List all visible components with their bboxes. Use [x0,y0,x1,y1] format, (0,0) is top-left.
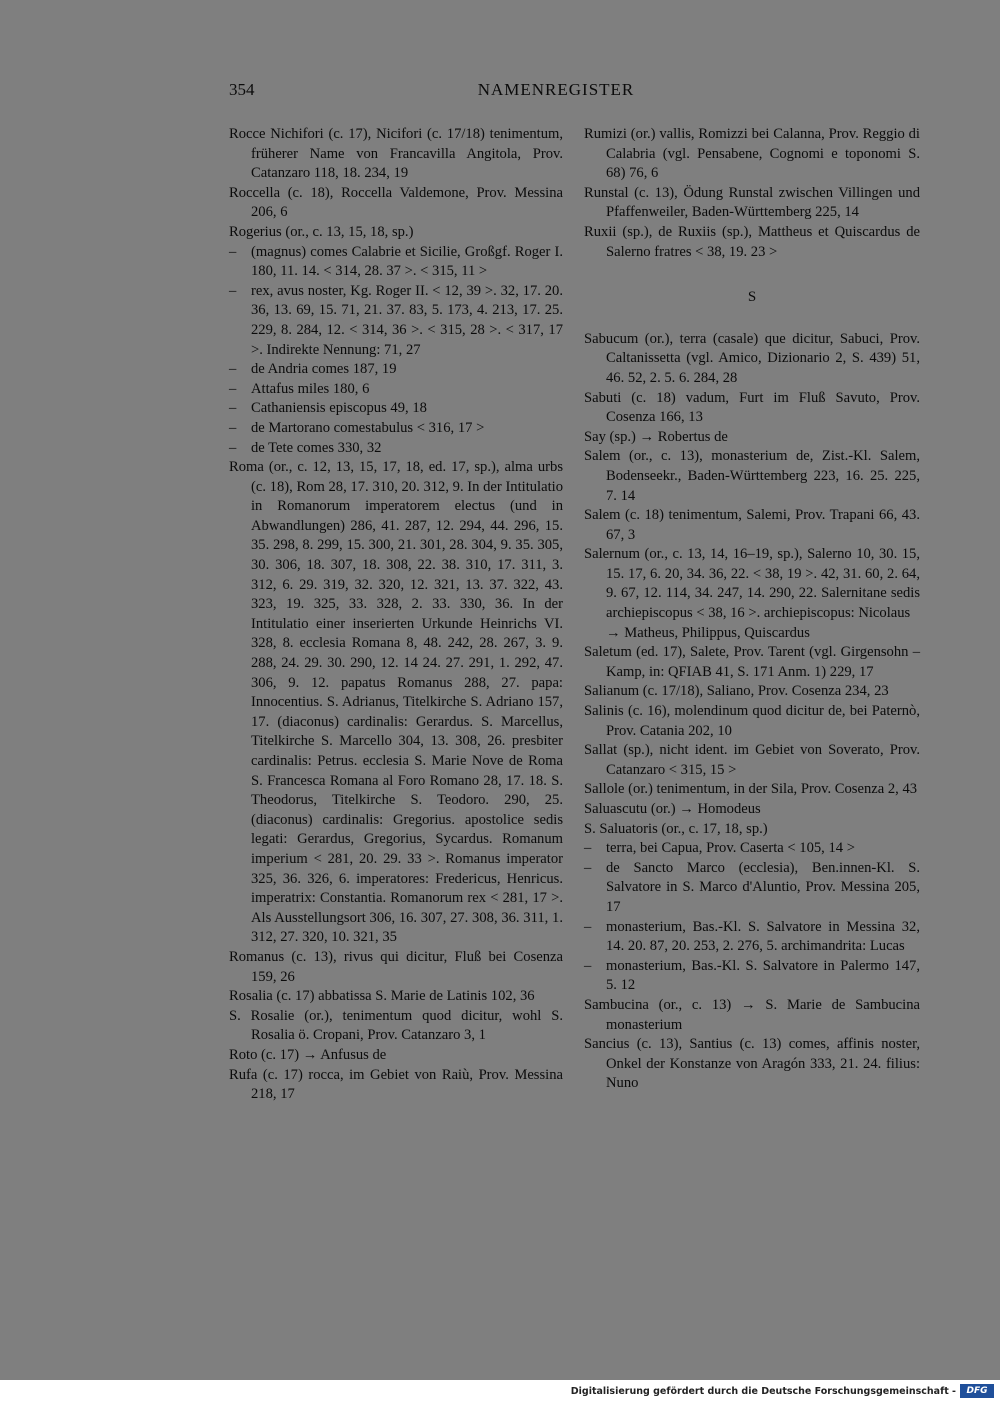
index-entry: → Matheus, Philippus, Quiscardus [606,624,810,641]
index-entry: Rogerius (or., c. 13, 15, 18, sp.) [229,223,414,240]
index-entry: Sabucum (or.), terra (casale) que dicitur, Sabuci, Prov. Caltanissetta (vgl. Amico, Dizionario 2, S. 439) 51, 46. 52, 2. 5. 6. 284, 28 [584,330,920,386]
index-subentry: – Cathaniensis episcopus 49, 18 [229,399,563,419]
index-entry: Sallole (or.) tenimentum, in der Sila, Prov. Cosenza 2, 43 [584,781,918,798]
index-entry: Sallat (sp.), nicht ident. im Gebiet von Soverato, Prov. Catanzaro < 315, 15 > [584,742,920,778]
index-entry: Saluascutu (or.) → Homodeus [584,801,761,817]
left-column [229,125,563,1105]
page-header [0,80,1000,102]
index-entry: Ruxii (sp.), de Ruxiis (sp.), Mattheus et Quiscardus de Salerno fratres < 38, 19. 23 > [584,223,920,260]
index-subentry: – rex, avus noster, Kg. Roger II. < 12, 39 >. 32, 17. 20. 36, 13. 69, 15. 71, 21. 37. 83, 5. 173, 4. 213, 17. 25. 229, 8. 284, 12. < 314, 36 >. < 315, 28 >. < 317, 17 >. Indirekte Nennung: 71, 27 [229,282,563,360]
index-subentry: – de Tete comes 330, 32 [229,439,563,459]
index-subentry: – de Andria comes 187, 19 [229,360,563,380]
index-entry: Rufa (c. 17) rocca, im Gebiet von Raiù, Prov. Messina 218, 17 [229,1066,563,1103]
index-entry: Romanus (c. 13), rivus qui dicitur, Fluß bei Cosenza 159, 26 [229,948,563,985]
footer-credit: Digitalisierung gefördert durch die Deutsche Forschungsgemeinschaft - [570,1386,956,1397]
index-entry: Salinis (c. 16), molendinum quod dicitur de, bei Paternò, Prov. Catania 202, 10 [584,703,920,739]
index-entry: Roma (or., c. 12, 13, 15, 17, 18, ed. 17, sp.), alma urbs (c. 18), Rom 28, 17. 310, 20. 312, 9. In der Intitulatio in Romanorum imperatorem electus (und in Abwandlungen) 286, 41. 287, 12. 294, 44. 296, 15. 35. 298, 8. 299, 15. 300, 21. 301, 28. 304, 9. 35. 305, 30. 306, 18. 307, 18. 308, 22. 38. 310, 17. 311, 3. 312, 6. 29. 319, 32. 320, 12. 321, 13. 37. 322, 43. 323, 19. 325, 33. 328, 2. 33. 330, 36. In der Intitulatio einer inserierten Urkunde Heinrichs VI. 328, 8. ecclesia Romana 8, 48. 242, 28. 267, 3. 9. 288, 24. 29. 30. 290, 12. 14 24. 27. 291, 1. 292, 47. 306, 9. 12. papatus Romanus 288, 27. papa: Innocentius. S. Adrianus, Titelkirche S. Adriano 157, 17. (diaconus) cardinalis: Gerardus. S. Marcellus, Titelkirche S. Marcello 304, 13. 308, 26. presbiter cardinalis: Petrus. ecclesia S. Marie Nove de Roma S. Francesca Romana al Foro Romano 28, 17. 18. S. Theodorus, Titelkirche S. Teodoro. 290, 25. (diaconus) cardinalis: Gregorius. apostolice sedis legati: Gerardus, Gregorius, Sycardus. Romanum imperium < 281, 20. 29. 33 >. Romanus imperator 325, 36. 326, 6. imperatores: Fredericus, Henricus. imperatrix: Constantia. Romanorum rex < 281, 17 >. Als Ausstellungsort 306, 16. 307, 27. 308, 36. 311, 1. 312, 27. 320, 10. 321, 35 [229,459,563,946]
index-subentry: – monasterium, Bas.-Kl. S. Salvatore in Palermo 147, 5. 12 [584,957,920,996]
index-subentry: – (magnus) comes Calabrie et Sicilie, Großgf. Roger I. 180, 11. 14. < 314, 28. 37 >. < 315, 11 > [229,243,563,282]
index-subentry: – monasterium, Bas.-Kl. S. Salvatore in Messina 32, 14. 20. 87, 20. 253, 2. 276, 5. archimandrita: Lucas [584,918,920,957]
index-entry: Rosalia (c. 17) abbatissa S. Marie de Latinis 102, 36 [229,988,535,1005]
index-entry: Roccella (c. 18), Roccella Valdemone, Prov. Messina 206, 6 [229,184,563,221]
index-entry: S. Saluatoris (or., c. 17, 18, sp.) [584,820,768,837]
page-title: NAMENREGISTER [477,80,635,99]
index-entry: Sabuti (c. 18) vadum, Furt im Fluß Savuto, Prov. Cosenza 166, 13 [584,389,920,426]
index-entry: Sancius (c. 13), Santius (c. 13) comes, affinis noster, Onkel der Konstanze von Aragón 333, 21. 24. filius: Nuno [584,1036,920,1092]
index-subentry: – terra, bei Capua, Prov. Caserta < 105, 14 > [584,839,920,859]
index-entry: Salernum (or., c. 13, 14, 16–19, sp.), Salerno 10, 30. 15, 15. 17, 6. 20, 34. 36, 22. < 38, 19 >. 42, 31. 60, 2. 64, 9. 67, 12. 114, 34. 247, 14. 290, 22. Salernitane sedis archiepiscopus < 38, 16 >. archiepiscopus: Nicolaus [584,546,920,622]
right-column [584,125,920,1094]
index-entry: Saletum (ed. 17), Salete, Prov. Tarent (vgl. Girgensohn – Kamp, in: QFIAB 41, S. 171 Anm. 1) 229, 17 [584,644,920,680]
index-entry: Salem (c. 18) tenimentum, Salemi, Prov. Trapani 66, 43. 67, 3 [584,507,920,543]
page-number: 354 [229,80,255,99]
index-entry: S. Rosalie (or.), tenimentum quod dicitur, wohl S. Rosalia ö. Cropani, Prov. Catanzaro 3, 1 [229,1007,563,1044]
index-entry: Salem (or., c. 13), monasterium de, Zist.-Kl. Salem, Bodenseekr., Baden-Württemberg 223, 16. 25. 225, 7. 14 [584,448,920,504]
index-subentry: – de Martorano comestabulus < 316, 17 > [229,419,563,439]
index-entry: Rumizi (or.) vallis, Romizzi bei Calanna, Prov. Reggio di Calabria (vgl. Pensabene, Cognomi e toponomi S. 68) 76, 6 [584,126,920,182]
index-entry: Rocce Nichifori (c. 17), Nicifori (c. 17/18) tenimentum, früherer Name von Francavilla Angitola, Prov. Catanzaro 118, 18. 234, 19 [229,126,563,182]
index-entry: Runstal (c. 13), Ödung Runstal zwischen Villingen und Pfaffenweiler, Baden-Württemberg 225, 14 [584,184,920,221]
index-entry: Salianum (c. 17/18), Saliano, Prov. Cosenza 234, 23 [584,683,889,700]
dfg-logo-icon: DFG [960,1384,994,1398]
index-entry: Say (sp.) → Robertus de [584,428,728,445]
index-subentry: – Attafus miles 180, 6 [229,380,563,400]
footer-bar [0,1380,1000,1402]
section-letter: S [747,289,757,306]
index-subentry: – de Sancto Marco (ecclesia), Ben.innen-Kl. S. Salvatore in S. Marco d'Aluntio, Prov. Messina 205, 17 [584,859,920,918]
index-entry: Sambucina (or., c. 13) → S. Marie de Sambucina monasterium [584,996,920,1033]
index-entry: Roto (c. 17) → Anfusus de [229,1046,387,1063]
